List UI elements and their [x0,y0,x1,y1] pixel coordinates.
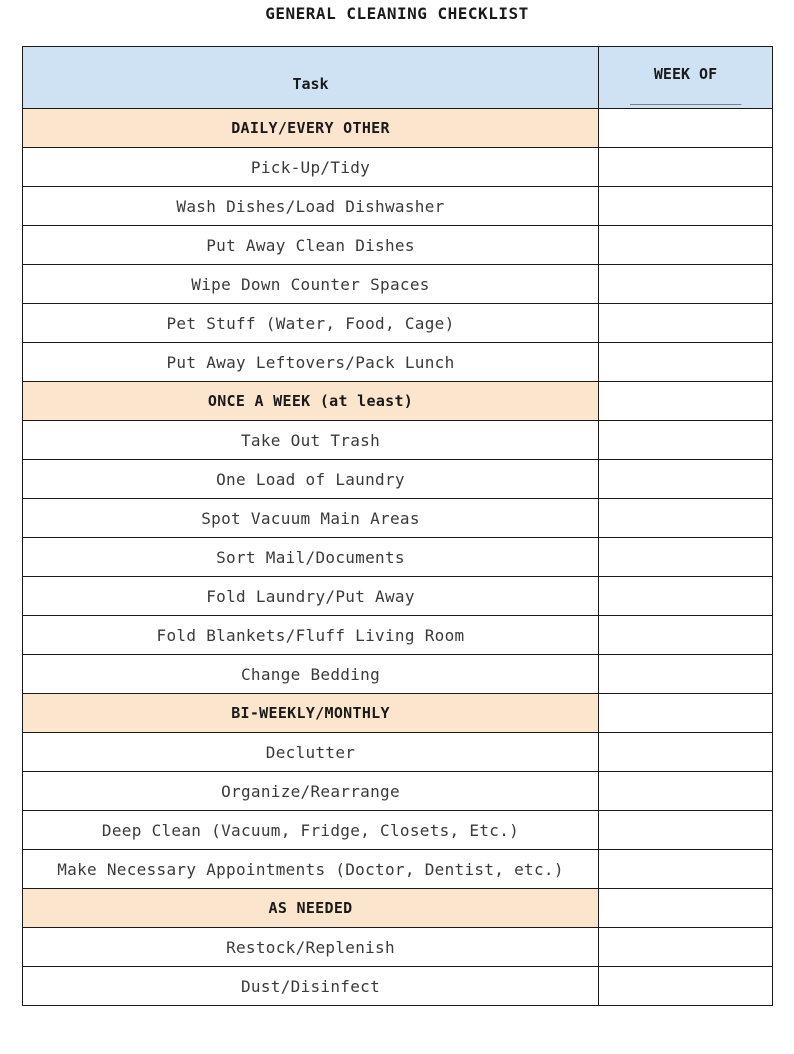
week-check-cell[interactable] [599,148,773,187]
section-label: AS NEEDED [23,889,599,928]
task-row [23,226,773,265]
task-row [23,460,773,499]
task-label: Dust/Disinfect [23,967,599,1006]
task-row [23,187,773,226]
task-row [23,148,773,187]
task-column-header [23,47,599,109]
week-check-cell[interactable] [599,772,773,811]
section-label: ONCE A WEEK (at least) [23,382,599,421]
task-label: Pick-Up/Tidy [23,148,599,187]
task-row [23,577,773,616]
week-check-cell[interactable] [599,733,773,772]
task-label: Spot Vacuum Main Areas [23,499,599,538]
page-title: GENERAL CLEANING CHECKLIST [265,4,529,23]
section-row [23,109,773,148]
section-week-cell [599,889,773,928]
week-check-cell[interactable] [599,967,773,1006]
week-check-cell[interactable] [599,265,773,304]
task-label: Make Necessary Appointments (Doctor, Dentist, etc.) [23,850,599,889]
week-check-cell[interactable] [599,460,773,499]
task-label: Fold Blankets/Fluff Living Room [23,616,599,655]
task-row [23,499,773,538]
task-label: Take Out Trash [23,421,599,460]
task-label: Pet Stuff (Water, Food, Cage) [23,304,599,343]
section-row [23,382,773,421]
week-check-cell[interactable] [599,538,773,577]
week-column-header [599,47,773,109]
header-row [23,47,773,109]
task-label: Organize/Rearrange [23,772,599,811]
task-label: One Load of Laundry [23,460,599,499]
task-header-label: Task [292,75,329,93]
week-check-cell[interactable] [599,499,773,538]
task-row [23,772,773,811]
task-label: Fold Laundry/Put Away [23,577,599,616]
section-label: BI-WEEKLY/MONTHLY [23,694,599,733]
section-week-cell [599,109,773,148]
task-row [23,655,773,694]
week-check-cell[interactable] [599,850,773,889]
task-label: Put Away Clean Dishes [23,226,599,265]
task-row [23,343,773,382]
checklist-table [22,46,773,1006]
section-label: DAILY/EVERY OTHER [23,109,599,148]
week-check-cell[interactable] [599,421,773,460]
week-date-blank: ______________ [629,88,741,105]
week-check-cell[interactable] [599,304,773,343]
task-label: Declutter [23,733,599,772]
section-week-cell [599,382,773,421]
task-row [23,421,773,460]
section-week-cell [599,694,773,733]
task-label: Restock/Replenish [23,928,599,967]
week-check-cell[interactable] [599,343,773,382]
section-row [23,889,773,928]
task-label: Wipe Down Counter Spaces [23,265,599,304]
task-row [23,850,773,889]
section-row [23,694,773,733]
task-label: Sort Mail/Documents [23,538,599,577]
task-row [23,928,773,967]
week-check-cell[interactable] [599,655,773,694]
task-label: Change Bedding [23,655,599,694]
task-row [23,265,773,304]
checklist-body [23,109,773,1006]
task-row [23,538,773,577]
task-row [23,304,773,343]
week-check-cell[interactable] [599,811,773,850]
week-check-cell[interactable] [599,616,773,655]
task-row [23,733,773,772]
task-row [23,616,773,655]
task-row [23,967,773,1006]
task-label: Wash Dishes/Load Dishwasher [23,187,599,226]
task-label: Put Away Leftovers/Pack Lunch [23,343,599,382]
week-check-cell[interactable] [599,928,773,967]
task-row [23,811,773,850]
week-check-cell[interactable] [599,187,773,226]
week-check-cell[interactable] [599,577,773,616]
task-label: Deep Clean (Vacuum, Fridge, Closets, Etc.) [23,811,599,850]
week-header-label: WEEK OF [653,64,718,83]
week-check-cell[interactable] [599,226,773,265]
